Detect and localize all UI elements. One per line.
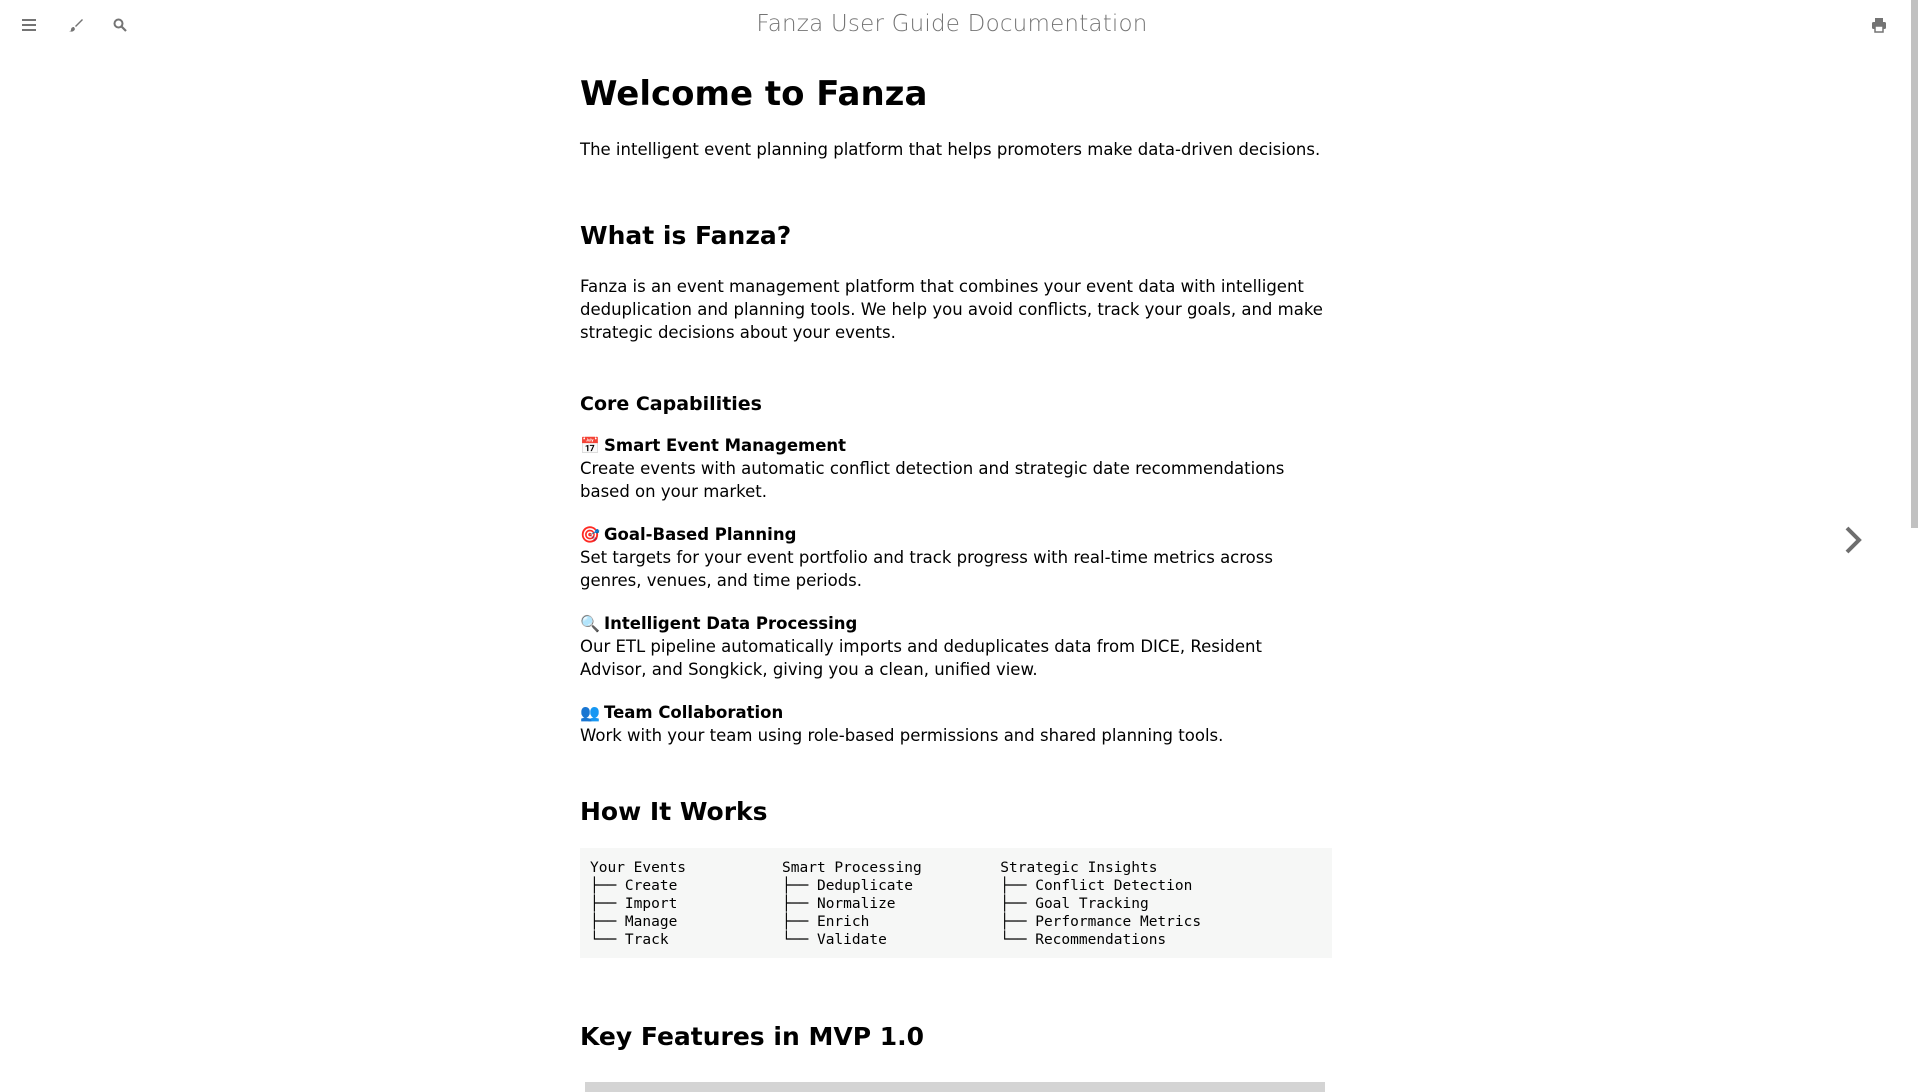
book-title: Fanza User Guide Documentation <box>756 11 1148 37</box>
top-bar <box>0 0 1904 50</box>
capability-description: Create events with automatic conflict detection and strategic date recommendations based on your market. <box>580 459 1285 501</box>
next-page-button[interactable] <box>1838 520 1868 560</box>
capability-description: Our ETL pipeline automatically imports and deduplicates data from DICE, Resident Advisor, and Songkick, giving you a clean, unified view. <box>580 637 1262 679</box>
what-is-paragraph: Fanza is an event management platform that combines your event data with intelligent deduplication and planning tools. We help you avoid conflicts, track your goals, and make strategic decisions about your events. <box>580 277 1323 342</box>
capability-description: Work with your team using role-based permissions and shared planning tools. <box>580 726 1224 745</box>
main-content <box>580 50 1332 1092</box>
heading-core-capabilities: Core Capabilities <box>580 393 762 415</box>
capability-item <box>580 434 1332 503</box>
lead-paragraph: The intelligent event planning platform that helps promoters make data-driven decisions. <box>580 140 1321 159</box>
capability-item <box>580 701 1332 747</box>
capability-title: Goal-Based Planning <box>604 525 797 544</box>
team-icon: 👥 <box>580 703 600 722</box>
scrollbar-thumb[interactable] <box>1911 0 1918 528</box>
how-it-works-diagram: Your Events Smart Processing Strategic Insights ├── Create ├── Deduplicate ├── Conflict Detection ├── Import ├── Normalize ├── Goal Tracking ├── Manage ├── Enrich ├── Performance Metrics └── Track └── Validate └── Recommendations <box>580 848 1332 958</box>
heading-what-is-fanza: What is Fanza? <box>580 221 792 250</box>
target-icon: 🎯 <box>580 525 600 544</box>
features-table-header <box>585 1082 1325 1092</box>
capability-item <box>580 523 1332 592</box>
print-icon <box>1871 17 1887 33</box>
print-button[interactable] <box>1864 10 1894 40</box>
calendar-icon: 📅 <box>580 436 600 455</box>
chevron-right-icon <box>1844 525 1862 555</box>
capability-title: Team Collaboration <box>604 703 784 722</box>
heading-key-features: Key Features in MVP 1.0 <box>580 1022 925 1051</box>
magnifier-icon: 🔍 <box>580 614 600 633</box>
capability-description: Set targets for your event portfolio and track progress with real-time metrics across genres, venues, and time periods. <box>580 548 1273 590</box>
heading-how-it-works: How It Works <box>580 797 768 826</box>
capability-title: Smart Event Management <box>604 436 847 455</box>
capability-title: Intelligent Data Processing <box>604 614 858 633</box>
page-title: Welcome to Fanza <box>580 74 928 114</box>
capability-item <box>580 612 1332 681</box>
